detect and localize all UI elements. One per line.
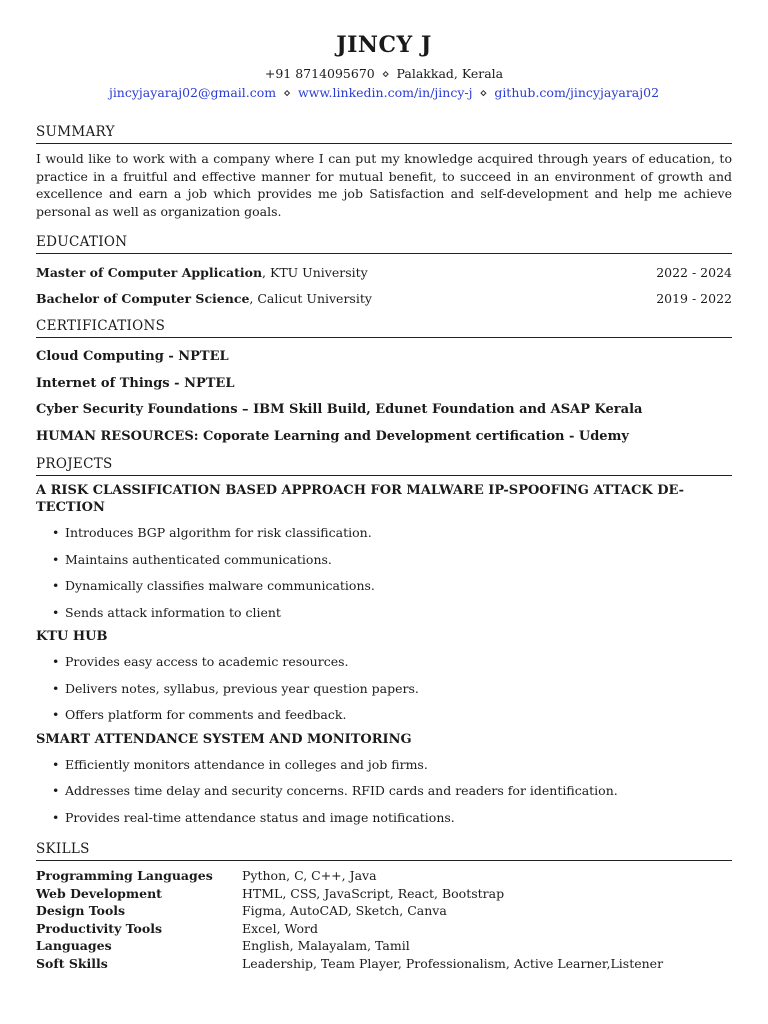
education-item <box>36 260 732 286</box>
diamond-separator-icon: ⋄ <box>479 85 488 100</box>
list-item: • Maintains authenticated communications. <box>52 547 732 574</box>
summary-section <box>36 124 732 220</box>
certifications-section <box>36 318 732 450</box>
list-item: • Provides real-time attendance status and image notifications. <box>52 805 732 832</box>
skill-row <box>36 885 732 903</box>
skill-row <box>36 955 732 973</box>
list-item: • Sends attack information to client <box>52 600 732 627</box>
skill-row <box>36 937 732 955</box>
diamond-separator-icon: ⋄ <box>381 66 390 81</box>
education-section <box>36 234 732 312</box>
linkedin-link[interactable]: www.linkedin.com/in/jincy-j <box>297 85 473 100</box>
list-item: • Introduces BGP algorithm for risk classification. <box>52 520 732 547</box>
list-item: • Dynamically classifies malware communications. <box>52 573 732 600</box>
skill-values: HTML, CSS, JavaScript, React, Bootstrap <box>242 885 505 901</box>
location: Palakkad, Kerala <box>396 66 504 81</box>
section-title-projects: PROJECTS <box>36 456 732 476</box>
skill-values: English, Malayalam, Tamil <box>242 938 410 953</box>
list-item: • Efficiently monitors attendance in colleges and job firms. <box>52 752 732 779</box>
skill-values: Python, C, C++, Java <box>242 868 377 883</box>
skill-values: Leadership, Team Player, Professionalism, Active Learner,Listener <box>242 955 664 971</box>
section-title-summary: SUMMARY <box>36 124 732 144</box>
school: , KTU University <box>262 265 368 280</box>
candidate-name: JINCY J <box>336 32 432 58</box>
project-bullets <box>36 649 732 729</box>
list-item: • Provides easy access to academic resources. <box>52 649 732 676</box>
section-title-certifications: CERTIFICATIONS <box>36 318 732 338</box>
skill-row <box>36 902 732 920</box>
degree: Master of Computer Application <box>36 265 263 280</box>
certification-item: Cyber Security Foundations – IBM Skill Build, Edunet Foundation and ASAP Kerala <box>36 402 643 417</box>
education-item <box>36 286 732 312</box>
email-link[interactable]: jincyjayaraj02@gmail.com <box>108 85 277 100</box>
skill-category: Design Tools <box>36 903 126 918</box>
skill-category: Programming Languages <box>36 868 213 883</box>
skills-section <box>36 841 732 972</box>
project-title: A RISK CLASSIFICATION BASED APPROACH FOR MALWARE IP-SPOOFING ATTACK DE-TECTION <box>36 483 685 515</box>
education-years: 2019 - 2022 <box>656 291 732 306</box>
project-title: KTU HUB <box>36 629 108 644</box>
skills-table <box>36 867 732 972</box>
skill-row <box>36 920 732 938</box>
certification-item: Cloud Computing - NPTEL <box>36 349 229 364</box>
project-bullets <box>36 520 732 626</box>
skill-category: Productivity Tools <box>36 920 163 936</box>
skill-row <box>36 867 732 885</box>
contact-line-1 <box>36 64 732 83</box>
list-item: • Offers platform for comments and feedback. <box>52 702 732 729</box>
skill-category: Languages <box>36 938 112 953</box>
project-title: SMART ATTENDANCE SYSTEM AND MONITORING <box>36 731 412 747</box>
github-link[interactable]: github.com/jincyjayaraj02 <box>494 85 660 100</box>
skill-category: Soft Skills <box>36 955 108 971</box>
projects-section <box>36 456 732 831</box>
summary-text: I would like to work with a company where I can put my knowledge acquired through years of education, to practice in a fruitful and effective manner for mutual benefit, to succeed in an environment of growth and excellence and earn a job which provides me job Satisfaction and self-development and help me achieve personal as well as organization goals. <box>36 151 732 219</box>
skill-category: Web Development <box>36 885 162 901</box>
school: , Calicut University <box>249 291 372 306</box>
certification-item: HUMAN RESOURCES: Coporate Learning and Development certification - Udemy <box>36 428 629 444</box>
project-bullets <box>36 752 732 832</box>
skill-values: Figma, AutoCAD, Sketch, Canva <box>242 903 447 918</box>
degree: Bachelor of Computer Science <box>36 291 250 306</box>
list-item: • Addresses time delay and security concerns. RFID cards and readers for identification. <box>52 778 732 805</box>
phone-number: +91 8714095670 <box>264 66 375 81</box>
section-title-education: EDUCATION <box>36 234 732 254</box>
diamond-separator-icon: ⋄ <box>283 85 291 100</box>
skill-values: Excel, Word <box>242 920 319 936</box>
education-years: 2022 - 2024 <box>656 265 732 280</box>
section-title-skills: SKILLS <box>36 841 732 861</box>
contact-line-2 <box>36 83 732 102</box>
certification-item: Internet of Things - NPTEL <box>36 375 235 391</box>
list-item: • Delivers notes, syllabus, previous year question papers. <box>52 676 732 703</box>
